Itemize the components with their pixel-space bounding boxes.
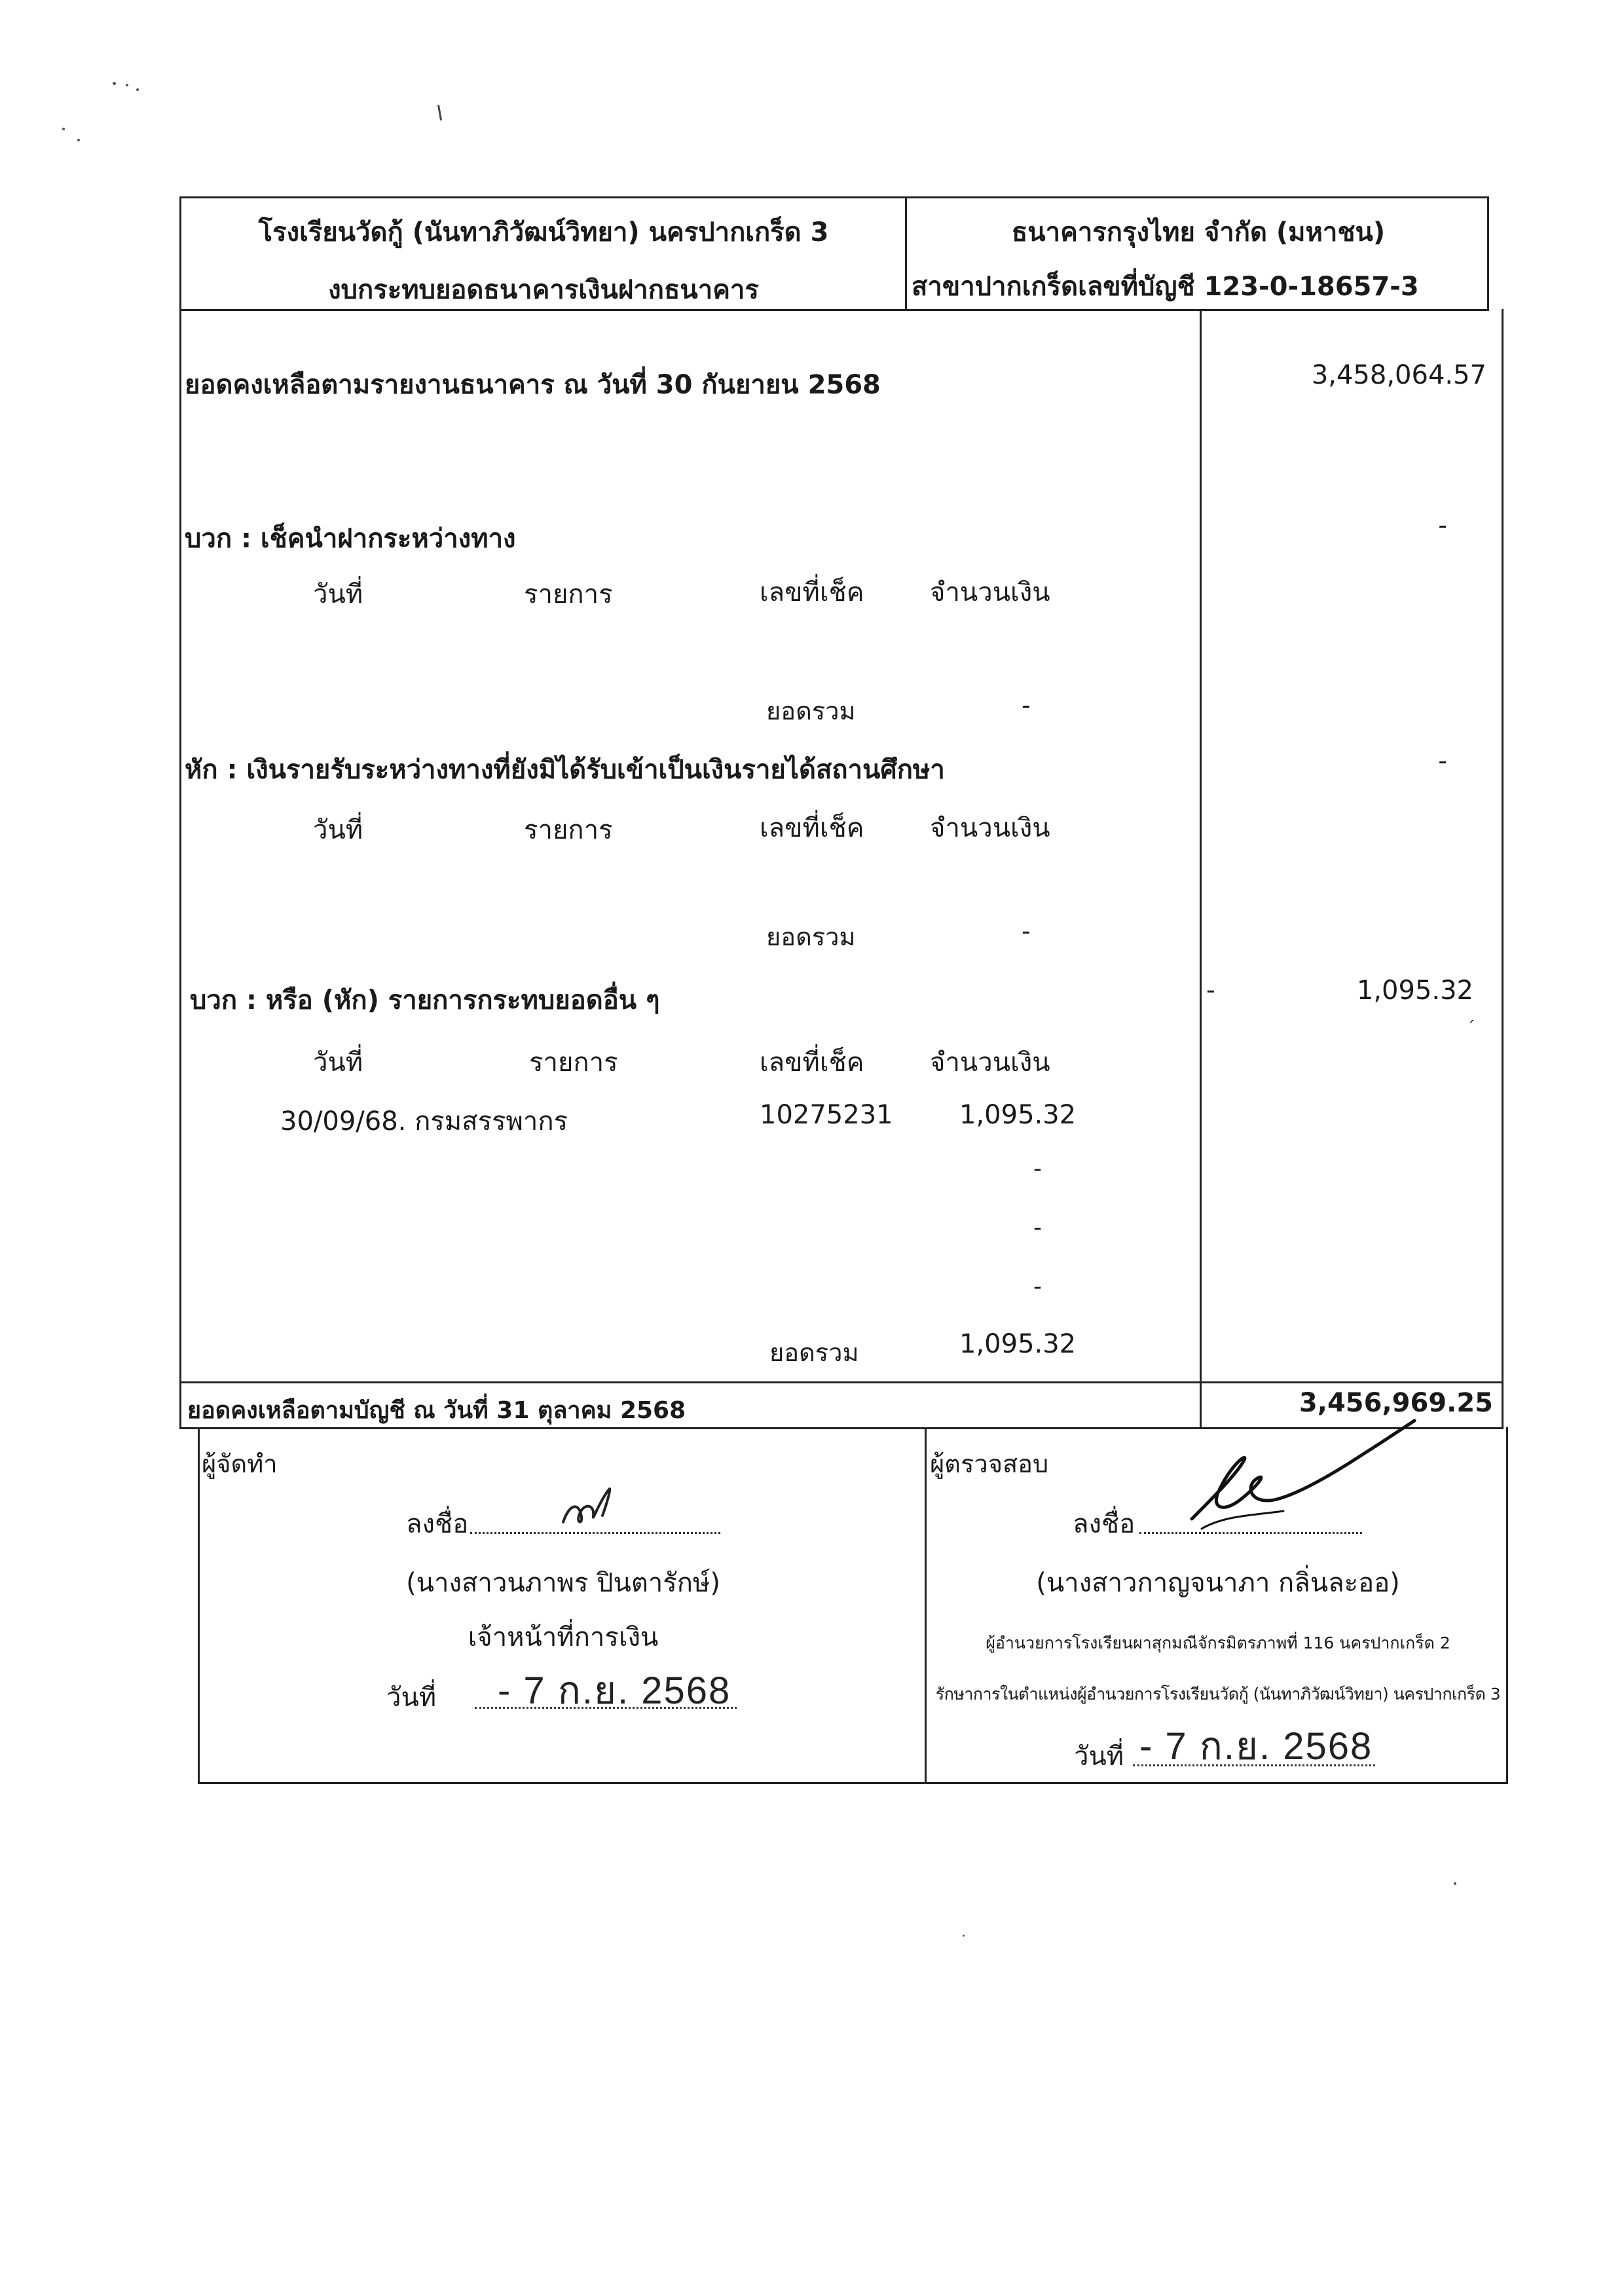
signature-box-bottom <box>198 1782 1508 1784</box>
tick-mark: ´ <box>1467 1018 1475 1037</box>
section-other-title: บวก : หรือ (หัก) รายการกระทบยอดอื่น ๆ <box>190 985 660 1015</box>
col-header-amount: จำนวนเงิน <box>930 577 1050 608</box>
prepared-heading: ผู้จัดทำ <box>202 1449 278 1478</box>
reviewed-heading: ผู้ตรวจสอบ <box>930 1449 1049 1478</box>
signature-box-left <box>198 1427 200 1784</box>
scan-speck <box>77 139 80 141</box>
prepared-sign-label: ลงชื่อ <box>406 1509 469 1539</box>
col-header-item: รายการ <box>524 579 613 610</box>
reviewed-date-stamp: - 7 ก.ย. 2568 <box>1139 1725 1373 1768</box>
col-header-date: วันที่ <box>313 579 363 610</box>
section-other-right-dash: - <box>1206 975 1215 1004</box>
col-header-cheque: เลขที่เช็ค <box>760 813 864 843</box>
row-date-item: 30/09/68. กรมสรรพากร <box>280 1106 568 1137</box>
amount-column-divider <box>1200 309 1202 1429</box>
col-header-amount: จำนวนเงิน <box>930 813 1050 843</box>
book-balance-top-border <box>179 1381 1504 1383</box>
body-right-border <box>1502 309 1504 1429</box>
prepared-name: (นางสาวนภาพร ปินตารักษ์) <box>406 1568 720 1598</box>
report-title: งบกระทบยอดธนาคารเงินฝากธนาคาร <box>328 275 759 305</box>
table-border-left <box>179 196 181 1427</box>
section-less-total-label: ยอดรวม <box>766 922 856 951</box>
header-divider <box>905 196 907 311</box>
prepared-position: เจ้าหน้าที่การเงิน <box>468 1622 659 1652</box>
empty-amount-dash: - <box>1033 1214 1042 1241</box>
reviewed-position-line2: รักษาการในตำแหน่งผู้อำนวยการโรงเรียนวัดกู้ (นันทาภิวัฒน์วิทยา) นครปากเกร็ด 3 <box>935 1685 1501 1704</box>
book-balance-label: ยอดคงเหลือตามบัญชี ณ วันที่ 31 ตุลาคม 2568 <box>187 1397 686 1424</box>
col-header-date: วันที่ <box>313 815 363 845</box>
branch-account: สาขาปากเกร็ดเลขที่บัญชี 123-0-18657-3 <box>912 272 1419 302</box>
col-header-cheque: เลขที่เช็ค <box>760 1048 864 1078</box>
col-header-cheque: เลขที่เช็ค <box>760 577 864 608</box>
prepared-date-label: วันที่ <box>386 1683 437 1713</box>
reviewed-date-label: วันที่ <box>1074 1741 1124 1772</box>
section-other-total-amount: 1,095.32 <box>959 1329 1077 1359</box>
section-add-total-label: ยอดรวม <box>766 697 856 725</box>
signature-box-right <box>1506 1427 1508 1784</box>
scan-speck <box>136 88 139 91</box>
school-name: โรงเรียนวัดกู้ (นันทาภิวัฒน์วิทยา) นครปากเกร็ด 3 <box>258 217 829 247</box>
scan-speck <box>113 82 116 85</box>
col-header-date: วันที่ <box>313 1048 363 1078</box>
section-less-title: หัก : เงินรายรับระหว่างทางที่ยังมิได้รับเข้าเป็นเงินรายได้สถานศึกษา <box>185 755 945 785</box>
bank-balance-label: ยอดคงเหลือตามรายงานธนาคาร ณ วันที่ 30 กันยายน 2568 <box>185 370 881 400</box>
signature-divider <box>925 1427 927 1784</box>
prepared-signature <box>557 1476 629 1535</box>
table-border-top <box>179 196 1489 198</box>
scan-speck <box>1454 1882 1456 1885</box>
col-header-item: รายการ <box>524 815 613 845</box>
section-less-right-amount: - <box>1438 746 1447 775</box>
section-add-right-amount: - <box>1438 511 1447 539</box>
reviewed-name: (นางสาวกาญจนาภา กลิ่นละออ) <box>1036 1568 1400 1598</box>
section-other-right-amount: 1,095.32 <box>1356 975 1473 1006</box>
prepared-date-stamp: - 7 ก.ย. 2568 <box>498 1669 731 1712</box>
reviewed-signature <box>1153 1401 1421 1552</box>
section-other-total-label: ยอดรวม <box>769 1338 859 1367</box>
row-cheque-no: 10275231 <box>760 1100 893 1130</box>
scan-speck <box>62 128 65 130</box>
scan-mark <box>437 105 442 120</box>
empty-amount-dash: - <box>1033 1273 1042 1300</box>
reviewed-position-line1: ผู้อำนวยการโรงเรียนผาสุกมณีจักรมิตรภาพที่ 116 นครปากเกร็ด 2 <box>986 1633 1450 1652</box>
row-amount: 1,095.32 <box>959 1100 1077 1130</box>
section-add-total-amount: - <box>1022 691 1031 720</box>
bank-balance-amount: 3,458,064.57 <box>1311 360 1486 390</box>
scan-speck <box>126 84 128 86</box>
section-less-total-amount: - <box>1022 917 1031 945</box>
col-header-item: รายการ <box>529 1048 618 1078</box>
empty-amount-dash: - <box>1033 1156 1042 1182</box>
section-add-title: บวก : เช็คนำฝากระหว่างทาง <box>185 524 516 554</box>
book-balance-amount: 3,456,969.25 <box>1299 1388 1493 1418</box>
scan-speck <box>963 1935 965 1937</box>
col-header-amount: จำนวนเงิน <box>930 1048 1050 1078</box>
reviewed-sign-label: ลงชื่อ <box>1073 1509 1135 1539</box>
bank-name: ธนาคารกรุงไทย จำกัด (มหาชน) <box>1011 217 1386 247</box>
